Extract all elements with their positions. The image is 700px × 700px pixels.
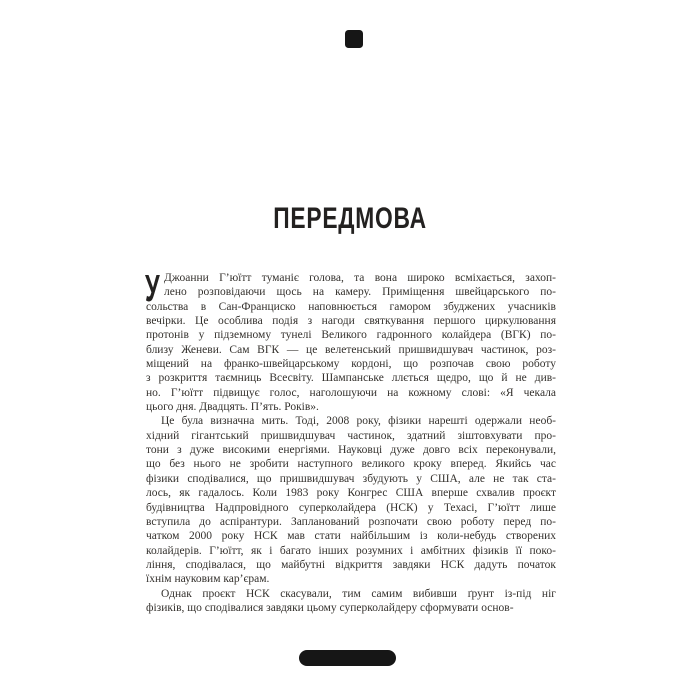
text-line: Однак проєкт НСК скасували, тим самим вибивши ґрунт із-під ніг bbox=[161, 587, 556, 600]
text-line: що без нього не зробити наступного великого кроку вперед. Якийсь час bbox=[146, 458, 556, 471]
text-line: чатком 2000 року НСК мав стати найбільшим із коли-небудь створених bbox=[146, 530, 556, 543]
text-line: тони з дуже високими енергіями. Науковці дуже довго всіх переконували, bbox=[146, 444, 556, 457]
text-line: вступила до аспірантури. Запланований розпочати свою роботу перед по- bbox=[146, 515, 556, 528]
text-line: лено розповідаючи щось на камеру. Приміщення швейцарського по- bbox=[164, 286, 556, 299]
text-line: хідний гігантський пришвидшувач частинок, здатний зіштовхувати про- bbox=[146, 429, 556, 442]
text-line: їхнім науковим кар’єрам. bbox=[146, 573, 270, 586]
paragraph bbox=[146, 414, 556, 586]
text-line: сольства в Сан-Франциско наповнюється гамором збуджених учасників bbox=[146, 300, 556, 313]
drop-cap: У bbox=[145, 268, 160, 310]
text-line: вечірки. Це особлива подія з нагоди святкування першого циркулювання bbox=[146, 315, 556, 328]
chapter-title-text: ПЕРЕДМОВА bbox=[273, 202, 427, 235]
text-line: но. Г’юїтт підвищує голос, наголошуючи на кожному слові: «Я чекала bbox=[146, 386, 556, 399]
text-line: фізиків, що сподівалися завдяки цьому суперколайдеру сформувати основ- bbox=[146, 601, 514, 614]
paragraph bbox=[146, 587, 556, 616]
text-line: будівництва Надпровідного суперколайдера (НСК) у Техасі, Г’юїтт лише bbox=[146, 501, 556, 514]
chapter-title bbox=[0, 204, 700, 234]
page-handle-bar[interactable] bbox=[299, 650, 396, 666]
text-line: протонів у підземному тунелі Великого гадронного колайдера (ВГК) по- bbox=[146, 329, 556, 342]
bookmark-square-icon[interactable] bbox=[345, 30, 363, 48]
text-line: лось, як гадалось. Коли 1983 року Конгрес США вперше схвалив проєкт bbox=[146, 487, 556, 500]
text-line: Джоанни Г’юїтт туманіє голова, та вона широко всміхається, захоп- bbox=[164, 272, 556, 284]
text-line: фізики сподівалися, що пришвидшувач збудують у США, але не так ста- bbox=[146, 472, 556, 485]
text-line: близу Женеви. Сам ВГК — це велетенський пришвидшувач частинок, роз- bbox=[146, 343, 556, 356]
text-line: ління, сподівалася, що майбутні відкриття завдяки НСК дадуть початок bbox=[146, 558, 556, 571]
text-line: з розкриття таємниць Всесвіту. Шампанське ллється щедро, що й не див- bbox=[146, 372, 556, 385]
text-line: Це була визначна мить. Тоді, 2008 року, фізики нарешті одержали необ- bbox=[161, 415, 556, 428]
body-text bbox=[145, 268, 556, 615]
text-line: цього дня. Двадцять. П’ять. Років». bbox=[146, 401, 319, 414]
text-line: міщений на франко-швейцарському кордоні, що розпочав свою роботу bbox=[146, 358, 556, 371]
text-line: колайдерів. Г’юїтт, як і багато інших розумних і амбітних фізиків її поко- bbox=[146, 544, 556, 557]
paragraph bbox=[145, 268, 556, 414]
